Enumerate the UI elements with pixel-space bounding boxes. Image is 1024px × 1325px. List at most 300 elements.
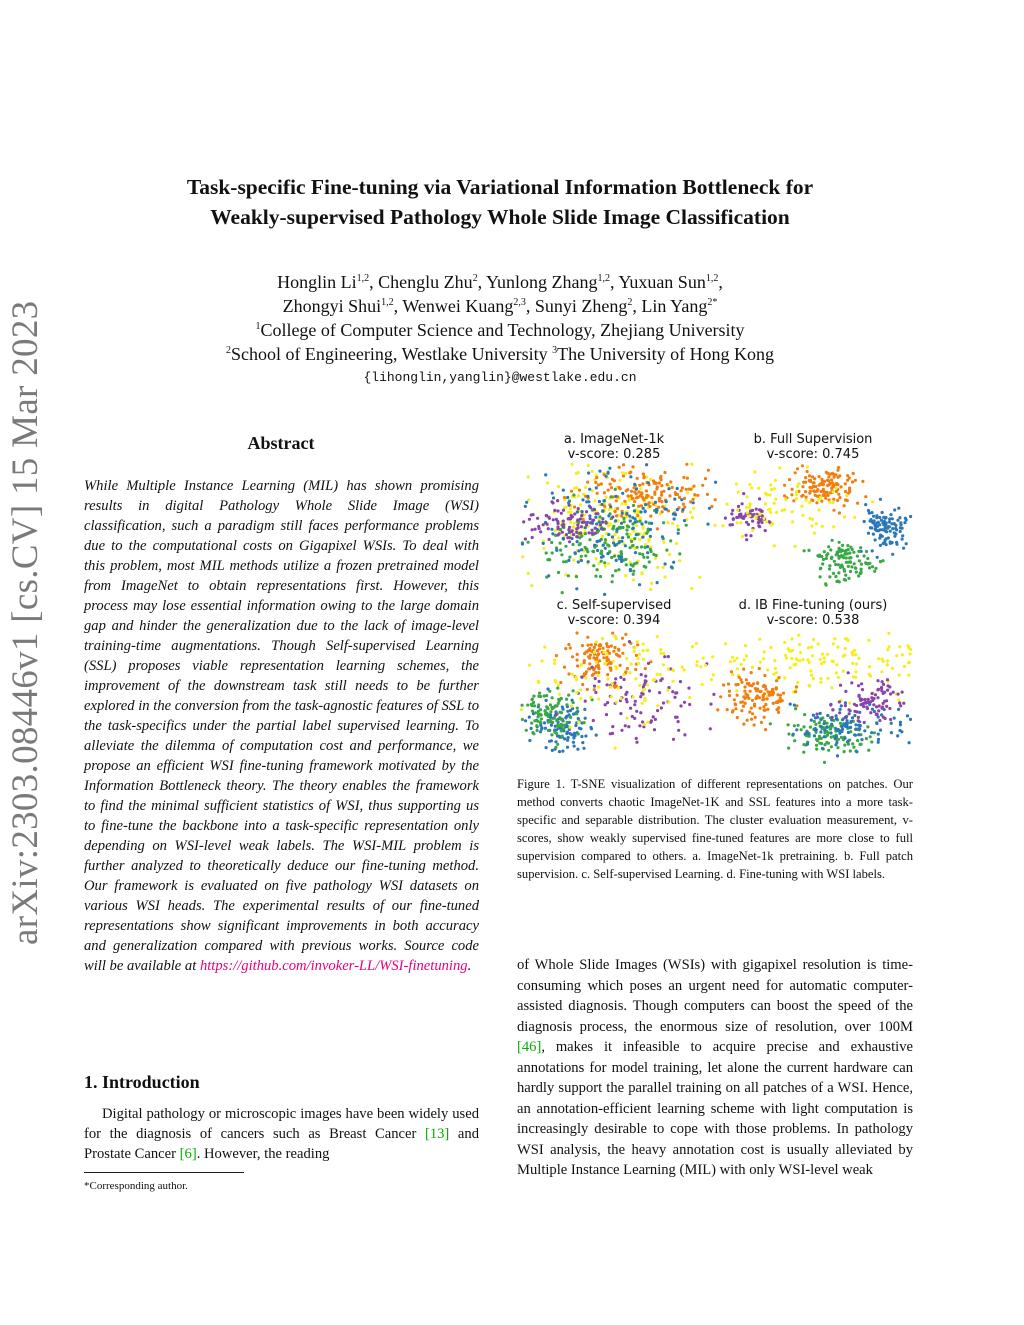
scatter-point	[766, 668, 769, 671]
scatter-point	[550, 500, 553, 503]
scatter-point	[852, 746, 855, 749]
scatter-point	[647, 503, 650, 506]
scatter-point	[583, 708, 586, 711]
scatter-point	[854, 670, 857, 673]
scatter-point	[596, 512, 599, 515]
scatter-point	[899, 523, 902, 526]
scatter-point	[530, 722, 533, 725]
scatter-point	[766, 708, 769, 711]
scatter-point	[829, 727, 832, 730]
scatter-point	[662, 541, 665, 544]
scatter-point	[749, 690, 752, 693]
scatter-point	[751, 712, 754, 715]
scatter-point	[853, 710, 856, 713]
scatter-point	[836, 469, 839, 472]
scatter-point	[661, 535, 664, 538]
scatter-point	[604, 547, 607, 550]
scatter-point	[573, 505, 576, 508]
scatter-point	[856, 555, 859, 558]
scatter-point	[616, 507, 619, 510]
scatter-point	[593, 651, 596, 654]
scatter-point	[841, 728, 844, 731]
scatter-point	[650, 582, 653, 585]
scatter-point	[835, 580, 838, 583]
scatter-point	[709, 703, 712, 706]
scatter-point	[787, 747, 790, 750]
scatter-point	[569, 521, 572, 524]
scatter-point	[635, 524, 638, 527]
scatter-point	[673, 696, 676, 699]
scatter-point	[736, 521, 739, 524]
scatter-point	[769, 483, 772, 486]
scatter-point	[562, 560, 565, 563]
scatter-point	[671, 690, 674, 693]
scatter-point	[888, 517, 891, 520]
scatter-point	[789, 703, 792, 706]
scatter-point	[593, 499, 596, 502]
scatter-point	[563, 666, 566, 669]
scatter-point	[564, 506, 567, 509]
scatter-point	[567, 672, 570, 675]
scatter-point	[659, 648, 662, 651]
scatter-point	[865, 737, 868, 740]
scatter-point	[899, 704, 902, 707]
scatter-point	[768, 693, 771, 696]
scatter-point	[525, 501, 528, 504]
scatter-point	[832, 509, 835, 512]
scatter-point	[811, 475, 814, 478]
scatter-point	[843, 744, 846, 747]
scatter-point	[882, 683, 885, 686]
scatter-point	[831, 482, 834, 485]
scatter-point	[612, 660, 615, 663]
scatter-point	[752, 682, 755, 685]
scatter-point	[877, 741, 880, 744]
scatter-point	[783, 484, 786, 487]
scatter-point	[647, 481, 650, 484]
scatter-point	[585, 523, 588, 526]
scatter-point	[527, 498, 530, 501]
scatter-point	[649, 721, 652, 724]
scatter-point	[625, 512, 628, 515]
scatter-point	[843, 578, 846, 581]
scatter-point	[552, 496, 555, 499]
scatter-point	[800, 728, 803, 731]
scatter-point	[560, 711, 563, 714]
scatter-point	[581, 510, 584, 513]
scatter-point	[553, 659, 556, 662]
scatter-point	[583, 721, 586, 724]
source-code-link[interactable]: https://github.com/invoker-LL/WSI-finetuning	[199, 958, 468, 974]
scatter-point	[692, 501, 695, 504]
scatter-point	[625, 528, 628, 531]
scatter-point	[750, 707, 753, 710]
scatter-point	[572, 493, 575, 496]
scatter-point	[878, 537, 881, 540]
scatter-point	[896, 734, 899, 737]
scatter-point	[567, 736, 570, 739]
scatter-point	[775, 679, 778, 682]
scatter-point	[830, 723, 833, 726]
scatter-point	[625, 700, 628, 703]
scatter-point	[597, 667, 600, 670]
scatter-point	[597, 685, 600, 688]
scatter-point	[656, 566, 659, 569]
scatter-point	[821, 653, 824, 656]
scatter-point	[889, 718, 892, 721]
scatter-point	[642, 527, 645, 530]
scatter-point	[844, 574, 847, 577]
scatter-point	[521, 704, 524, 707]
scatter-point	[666, 521, 669, 524]
scatter-point	[598, 470, 601, 473]
scatter-point	[805, 731, 808, 734]
scatter-point	[750, 671, 753, 674]
scatter-point	[853, 516, 856, 519]
scatter-point	[641, 536, 644, 539]
scatter-point	[580, 548, 583, 551]
scatter-point	[783, 641, 786, 644]
scatter-point	[584, 546, 587, 549]
scatter-point	[759, 661, 762, 664]
scatter-point	[576, 707, 579, 710]
scatter-point	[663, 655, 666, 658]
scatter-point	[574, 676, 577, 679]
scatter-point	[883, 539, 886, 542]
scatter-point	[764, 728, 767, 731]
scatter-point	[792, 733, 795, 736]
scatter-point	[676, 487, 679, 490]
scatter-point	[628, 640, 631, 643]
scatter-point	[901, 691, 904, 694]
scatter-point	[879, 498, 882, 501]
scatter-point	[830, 557, 833, 560]
scatter-point	[530, 704, 533, 707]
scatter-point	[755, 508, 758, 511]
scatter-point	[675, 691, 678, 694]
scatter-point	[824, 497, 827, 500]
scatter-point	[592, 550, 595, 553]
scatter-point	[745, 654, 748, 657]
scatter-point	[661, 510, 664, 513]
scatter-point	[829, 548, 832, 551]
scatter-point	[621, 492, 624, 495]
scatter-point	[614, 488, 617, 491]
scatter-point	[844, 704, 847, 707]
scatter-point	[743, 690, 746, 693]
scatter-point	[820, 662, 823, 665]
scatter-point	[624, 724, 627, 727]
scatter-point	[540, 717, 543, 720]
scatter-point	[580, 514, 583, 517]
scatter-point	[889, 513, 892, 516]
scatter-point	[835, 490, 838, 493]
scatter-point	[588, 531, 591, 534]
scatter-point	[559, 549, 562, 552]
scatter-point	[734, 707, 737, 710]
scatter-point	[572, 525, 575, 528]
scatter-point	[557, 485, 560, 488]
scatter-point	[618, 479, 621, 482]
scatter-point	[683, 519, 686, 522]
scatter-point	[536, 517, 539, 520]
scatter-point	[848, 477, 851, 480]
scatter-point	[605, 642, 608, 645]
citation-13[interactable]: [13]	[424, 1126, 450, 1142]
scatter-point	[631, 544, 634, 547]
scatter-point	[615, 528, 618, 531]
scatter-point	[861, 480, 864, 483]
scatter-point	[742, 492, 745, 495]
scatter-point	[572, 741, 575, 744]
scatter-point	[819, 575, 822, 578]
scatter-point	[814, 485, 817, 488]
scatter-point	[726, 503, 729, 506]
scatter-point	[639, 487, 642, 490]
scatter-point	[845, 549, 848, 552]
scatter-point	[886, 648, 889, 651]
scatter-point	[775, 686, 778, 689]
scatter-point	[613, 646, 616, 649]
scatter-point	[555, 654, 558, 657]
scatter-point	[748, 483, 751, 486]
scatter-point	[667, 655, 670, 658]
scatter-point	[901, 538, 904, 541]
scatter-point	[822, 490, 825, 493]
scatter-point	[604, 662, 607, 665]
scatter-point	[764, 685, 767, 688]
authors-line2: Zhongyi Shui$^{1,2}$, Wenwei Kuang$^{2,3}$, Sunyi Zheng$^2$, Lin Yang$^{2*}$	[282, 296, 718, 316]
scatter-point	[794, 663, 797, 666]
scatter-point	[584, 526, 587, 529]
scatter-point	[572, 701, 575, 704]
scatter-point	[854, 676, 857, 679]
scatter-point	[745, 538, 748, 541]
scatter-point	[566, 731, 569, 734]
scatter-point	[844, 482, 847, 485]
scatter-point	[617, 536, 620, 539]
scatter-point	[861, 688, 864, 691]
scatter-point	[606, 645, 609, 648]
scatter-point	[750, 718, 753, 721]
scatter-point	[855, 662, 858, 665]
scatter-point	[844, 701, 847, 704]
scatter-point	[574, 724, 577, 727]
scatter-point	[636, 640, 639, 643]
scatter-point	[741, 502, 744, 505]
scatter-point	[587, 560, 590, 563]
scatter-point	[814, 716, 817, 719]
scatter-point	[772, 673, 775, 676]
scatter-point	[559, 681, 562, 684]
scatter-point	[683, 668, 686, 671]
scatter-point	[632, 570, 635, 573]
citation-6[interactable]: [6]	[179, 1146, 197, 1162]
scatter-point	[872, 697, 875, 700]
scatter-point	[850, 681, 853, 684]
scatter-point	[588, 514, 591, 517]
scatter-point	[808, 685, 811, 688]
scatter-point	[724, 517, 727, 520]
scatter-point	[685, 488, 688, 491]
scatter-point	[859, 724, 862, 727]
scatter-point	[547, 721, 550, 724]
scatter-point	[835, 671, 838, 674]
scatter-point	[882, 692, 885, 695]
scatter-point	[846, 719, 849, 722]
scatter-point	[677, 532, 680, 535]
scatter-point	[853, 714, 856, 717]
scatter-point	[876, 556, 879, 559]
scatter-point	[548, 740, 551, 743]
scatter-point	[909, 515, 912, 518]
scatter-point	[595, 522, 598, 525]
scatter-point	[871, 549, 874, 552]
scatter-point	[588, 538, 591, 541]
scatter-point	[556, 525, 559, 528]
citation-46[interactable]: [46]	[517, 1039, 542, 1055]
scatter-point	[838, 547, 841, 550]
scatter-point	[795, 728, 798, 731]
scatter-point	[847, 561, 850, 564]
scatter-point	[692, 498, 695, 501]
scatter-point	[596, 492, 599, 495]
scatter-point	[886, 663, 889, 666]
scatter-point	[848, 556, 851, 559]
scatter-point	[799, 651, 802, 654]
scatter-point	[619, 664, 622, 667]
panel-d-title: d. IB Fine-tuning (ours) v-score: 0.538	[738, 598, 888, 628]
scatter-point	[599, 575, 602, 578]
scatter-point	[856, 739, 859, 742]
scatter-point	[547, 527, 550, 530]
scatter-point	[662, 663, 665, 666]
scatter-point	[667, 667, 670, 670]
scatter-point	[707, 469, 710, 472]
scatter-point	[675, 542, 678, 545]
scatter-point	[763, 716, 766, 719]
scatter-point	[642, 472, 645, 475]
scatter-point	[690, 463, 693, 466]
scatter-point	[831, 708, 834, 711]
scatter-point	[587, 644, 590, 647]
scatter-point	[645, 489, 648, 492]
scatter-point	[588, 657, 591, 660]
scatter-point	[526, 704, 529, 707]
scatter-point	[570, 490, 573, 493]
scatter-point	[839, 722, 842, 725]
scatter-point	[756, 694, 759, 697]
scatter-point	[733, 659, 736, 662]
scatter-point	[646, 551, 649, 554]
scatter-point	[680, 489, 683, 492]
scatter-point	[602, 499, 605, 502]
scatter-point	[598, 520, 601, 523]
scatter-point	[606, 673, 609, 676]
scatter-point	[640, 491, 643, 494]
scatter-point	[867, 509, 870, 512]
scatter-point	[764, 709, 767, 712]
scatter-point	[579, 531, 582, 534]
scatter-point	[823, 657, 826, 660]
scatter-point	[566, 746, 569, 749]
scatter-point	[770, 488, 773, 491]
scatter-point	[617, 687, 620, 690]
scatter-point	[906, 714, 909, 717]
scatter-point	[846, 740, 849, 743]
scatter-point	[864, 503, 867, 506]
scatter-point	[676, 525, 679, 528]
scatter-point	[838, 511, 841, 514]
scatter-point	[834, 743, 837, 746]
scatter-point	[641, 496, 644, 499]
scatter-point	[889, 692, 892, 695]
scatter-point	[522, 520, 525, 523]
scatter-point	[866, 707, 869, 710]
scatter-point	[595, 661, 598, 664]
scatter-point	[605, 713, 608, 716]
scatter-point	[547, 574, 550, 577]
scatter-point	[820, 478, 823, 481]
scatter-point	[731, 523, 734, 526]
scatter-point	[841, 555, 844, 558]
scatter-point	[887, 536, 890, 539]
scatter-point	[776, 693, 779, 696]
scatter-point	[742, 668, 745, 671]
scatter-point	[678, 496, 681, 499]
scatter-point	[594, 527, 597, 530]
scatter-point	[840, 564, 843, 567]
scatter-point	[617, 541, 620, 544]
scatter-point	[611, 725, 614, 728]
scatter-point	[595, 476, 598, 479]
scatter-point	[895, 543, 898, 546]
scatter-point	[907, 674, 910, 677]
scatter-point	[892, 691, 895, 694]
scatter-point	[796, 658, 799, 661]
scatter-point	[662, 701, 665, 704]
scatter-point	[543, 694, 546, 697]
scatter-point	[611, 580, 614, 583]
scatter-point	[821, 562, 824, 565]
scatter-point	[607, 544, 610, 547]
scatter-point	[844, 498, 847, 501]
scatter-point	[568, 517, 571, 520]
scatter-point	[643, 723, 646, 726]
scatter-point	[535, 724, 538, 727]
scatter-point	[614, 677, 617, 680]
scatter-point	[577, 507, 580, 510]
scatter-point	[580, 559, 583, 562]
scatter-point	[833, 637, 836, 640]
scatter-point	[611, 574, 614, 577]
scatter-point	[872, 703, 875, 706]
scatter-point	[667, 700, 670, 703]
scatter-point	[534, 711, 537, 714]
scatter-point	[569, 716, 572, 719]
scatter-point	[637, 505, 640, 508]
scatter-point	[898, 673, 901, 676]
scatter-point	[604, 521, 607, 524]
scatter-point	[591, 489, 594, 492]
scatter-point	[653, 728, 656, 731]
scatter-point	[615, 514, 618, 517]
scatter-point	[753, 723, 756, 726]
scatter-point	[832, 498, 835, 501]
scatter-point	[624, 670, 627, 673]
scatter-point	[640, 572, 643, 575]
scatter-point	[644, 566, 647, 569]
